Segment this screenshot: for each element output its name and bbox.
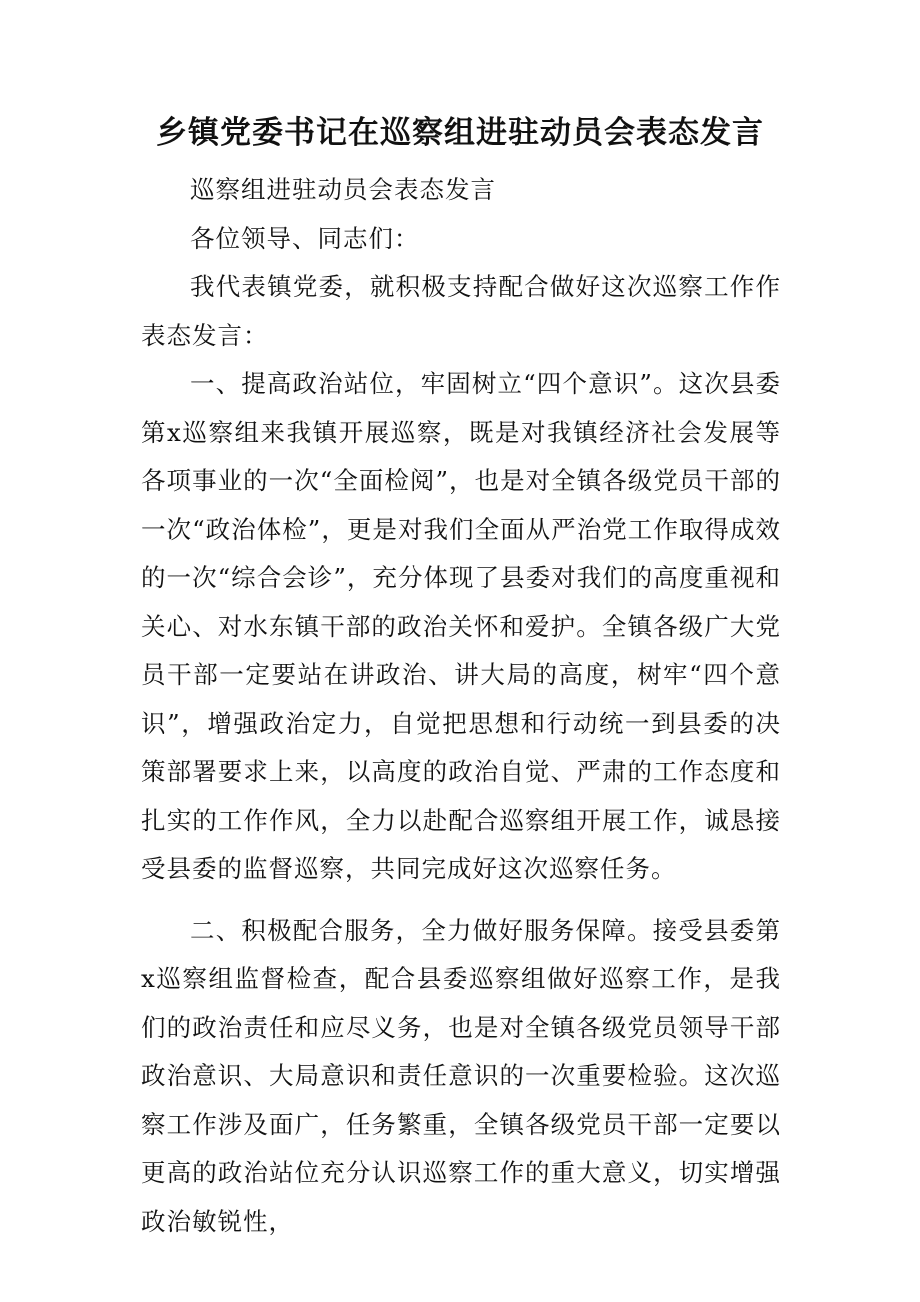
paragraph-intro: 我代表镇党委，就积极支持配合做好这次巡察工作作表态发言： xyxy=(141,272,781,350)
paragraph-salutation: 各位领导、同志们： xyxy=(190,223,420,253)
document-body xyxy=(141,166,781,1246)
paragraph-section-one: 一、提高政治站位，牢固树立“四个意识”。这次县委第x巡察组来我镇开展巡察，既是对我镇经济社会发展等各项事业的一次“全面检阅”，也是对全镇各级党员干部的一次“政治体检”，更是对我们全面从严治党工作取得成效的一次“综合会诊”，充分体现了县委对我们的高度重视和关心、对水东镇干部的政治关怀和爱护。全镇各级广大党员干部一定要站在讲政治、讲大局的高度，树牢“四个意识”，增强政治定力，自觉把思想和行动统一到县委的决策部署要求上来，以高度的政治自觉、严肃的工作态度和扎实的工作作风，全力以赴配合巡察组开展工作，诚恳接受县委的监督巡察，共同完成好这次巡察任务。 xyxy=(141,369,781,883)
paragraph-subtitle: 巡察组进驻动员会表态发言 xyxy=(190,175,496,204)
paragraph-section-two: 二、积极配合服务，全力做好服务保障。接受县委第x巡察组监督检查，配合县委巡察组做好巡察工作，是我们的政治责任和应尽义务，也是对全镇各级党员领导干部政治意识、大局意识和责任意识的一次重要检验。这次巡察工作涉及面广，任务繁重，全镇各级党员干部一定要以更高的政治站位充分认识巡察工作的重大意义，切实增强政治敏锐性， xyxy=(141,915,781,1236)
document-title: 乡镇党委书记在巡察组进驻动员会表态发言 xyxy=(156,115,764,151)
